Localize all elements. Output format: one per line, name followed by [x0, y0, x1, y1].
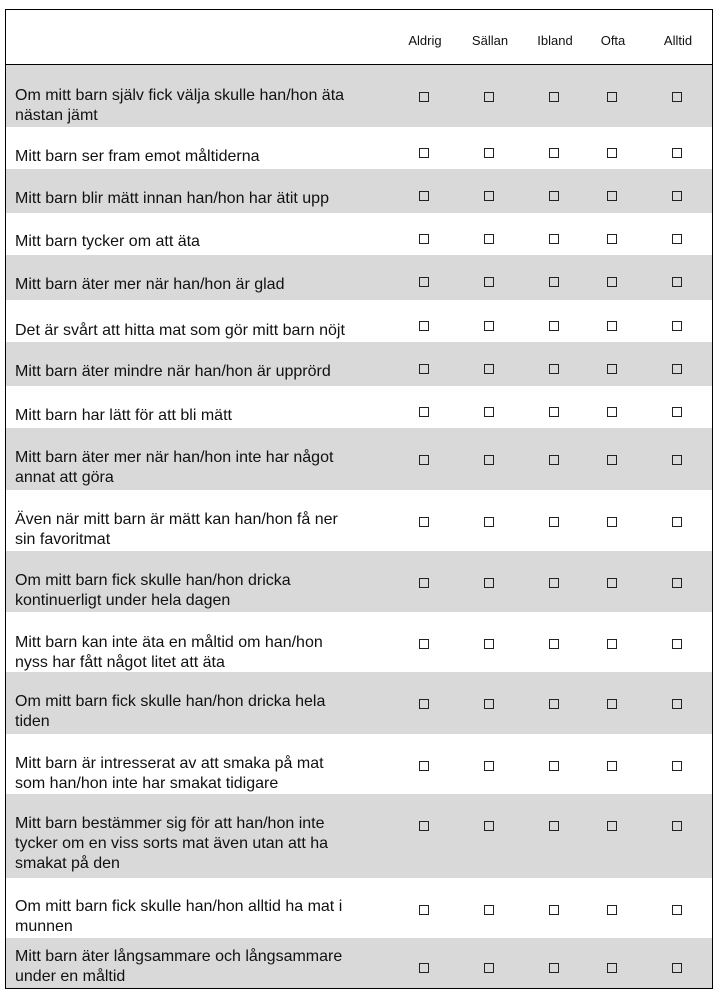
answer-cell-aldrig: [415, 734, 435, 794]
table-row: [6, 734, 712, 794]
question-label: Om mitt barn fick skulle han/hon alltid ha mat i munnen: [15, 898, 343, 935]
answer-cell-alltid: [668, 490, 688, 551]
answer-cell-sllan: [480, 612, 500, 672]
answer-checkbox[interactable]: [607, 234, 617, 244]
answer-checkbox[interactable]: [419, 517, 429, 527]
answer-cell-aldrig: [415, 213, 435, 255]
answer-checkbox[interactable]: [607, 905, 617, 915]
answer-cell-alltid: [668, 672, 688, 734]
answer-checkbox[interactable]: [484, 963, 494, 973]
answer-cell-aldrig: [415, 255, 435, 300]
answer-checkbox[interactable]: [549, 364, 559, 374]
answer-checkbox[interactable]: [549, 639, 559, 649]
answer-checkbox[interactable]: [549, 963, 559, 973]
answer-cell-sllan: [480, 490, 500, 551]
answer-cell-alltid: [668, 938, 688, 989]
answer-checkbox[interactable]: [549, 761, 559, 771]
answer-cell-aldrig: [415, 672, 435, 734]
answer-checkbox[interactable]: [419, 277, 429, 287]
answer-cell-sllan: [480, 551, 500, 612]
question-label: Mitt barn ser fram emot måltiderna: [15, 148, 260, 165]
answer-cell-alltid: [668, 878, 688, 938]
answer-checkbox[interactable]: [484, 234, 494, 244]
answer-checkbox[interactable]: [419, 92, 429, 102]
answer-checkbox[interactable]: [484, 407, 494, 417]
answer-checkbox[interactable]: [419, 699, 429, 709]
answer-checkbox[interactable]: [672, 905, 682, 915]
answer-checkbox[interactable]: [484, 92, 494, 102]
table-row: [6, 428, 712, 490]
answer-cell-ibland: [545, 255, 565, 300]
column-header-aldrig: Aldrig: [408, 33, 442, 48]
answer-cell-ofta: [603, 490, 623, 551]
answer-cell-aldrig: [415, 65, 435, 127]
answer-checkbox[interactable]: [419, 761, 429, 771]
answer-cell-sllan: [480, 255, 500, 300]
answer-checkbox[interactable]: [419, 191, 429, 201]
answer-checkbox[interactable]: [607, 821, 617, 831]
answer-checkbox[interactable]: [672, 321, 682, 331]
answer-checkbox[interactable]: [672, 191, 682, 201]
table-row: [6, 65, 712, 127]
answer-cell-ofta: [603, 386, 623, 428]
question-label: Mitt barn kan inte äta en måltid om han/hon nyss har fått något litet att äta: [15, 634, 323, 671]
answer-checkbox[interactable]: [672, 821, 682, 831]
answer-checkbox[interactable]: [549, 517, 559, 527]
table-row: [6, 300, 712, 342]
answer-cell-ofta: [603, 65, 623, 127]
answer-checkbox[interactable]: [607, 517, 617, 527]
answer-cell-ofta: [603, 734, 623, 794]
column-header-sllan: Sällan: [471, 33, 509, 48]
answer-checkbox[interactable]: [419, 639, 429, 649]
table-row: [6, 878, 712, 938]
answer-cell-alltid: [668, 612, 688, 672]
answer-checkbox[interactable]: [419, 905, 429, 915]
answer-cell-aldrig: [415, 794, 435, 878]
answer-checkbox[interactable]: [607, 699, 617, 709]
answer-cell-alltid: [668, 127, 688, 169]
answer-checkbox[interactable]: [549, 321, 559, 331]
answer-cell-ofta: [603, 794, 623, 878]
answer-checkbox[interactable]: [419, 578, 429, 588]
answer-cell-aldrig: [415, 490, 435, 551]
table-row: [6, 938, 712, 989]
answer-checkbox[interactable]: [607, 191, 617, 201]
answer-checkbox[interactable]: [549, 148, 559, 158]
answer-cell-sllan: [480, 672, 500, 734]
answer-checkbox[interactable]: [419, 963, 429, 973]
answer-checkbox[interactable]: [419, 364, 429, 374]
answer-cell-ibland: [545, 127, 565, 169]
table-row: [6, 672, 712, 734]
answer-checkbox[interactable]: [419, 148, 429, 158]
answer-checkbox[interactable]: [549, 234, 559, 244]
answer-checkbox[interactable]: [607, 455, 617, 465]
answer-checkbox[interactable]: [607, 578, 617, 588]
answer-checkbox[interactable]: [484, 517, 494, 527]
answer-cell-alltid: [668, 213, 688, 255]
answer-checkbox[interactable]: [484, 321, 494, 331]
question-label: Om mitt barn fick skulle han/hon dricka hela tiden: [15, 693, 326, 730]
table-row: [6, 490, 712, 551]
answer-checkbox[interactable]: [607, 92, 617, 102]
table-row: [6, 342, 712, 386]
answer-cell-ofta: [603, 169, 623, 213]
answer-cell-sllan: [480, 169, 500, 213]
question-label: Mitt barn har lätt för att bli mätt: [15, 407, 232, 424]
answer-cell-alltid: [668, 169, 688, 213]
question-label: Mitt barn äter mer när han/hon inte har något annat att göra: [15, 449, 334, 486]
question-label: Även när mitt barn är mätt kan han/hon få ner sin favoritmat: [15, 511, 338, 548]
column-header-ibland: Ibland: [537, 33, 573, 48]
answer-checkbox[interactable]: [419, 321, 429, 331]
answer-checkbox[interactable]: [672, 455, 682, 465]
answer-cell-aldrig: [415, 127, 435, 169]
answer-checkbox[interactable]: [607, 407, 617, 417]
answer-cell-sllan: [480, 300, 500, 342]
answer-cell-ibland: [545, 551, 565, 612]
answer-cell-sllan: [480, 794, 500, 878]
answer-checkbox[interactable]: [607, 277, 617, 287]
answer-checkbox[interactable]: [672, 234, 682, 244]
answer-checkbox[interactable]: [672, 699, 682, 709]
question-label: Mitt barn äter långsammare och långsammare under en måltid: [15, 948, 343, 985]
answer-cell-sllan: [480, 428, 500, 490]
answer-checkbox[interactable]: [419, 455, 429, 465]
table-row: [6, 213, 712, 255]
table-row: [6, 551, 712, 612]
answer-cell-sllan: [480, 65, 500, 127]
answer-cell-ibland: [545, 342, 565, 386]
answer-cell-aldrig: [415, 551, 435, 612]
answer-cell-alltid: [668, 342, 688, 386]
question-label: Mitt barn äter mindre när han/hon är upprörd: [15, 363, 331, 380]
answer-cell-ofta: [603, 612, 623, 672]
question-label: Mitt barn tycker om att äta: [15, 233, 200, 250]
answer-checkbox[interactable]: [672, 364, 682, 374]
question-label: Mitt barn bestämmer sig för att han/hon inte tycker om en viss sorts mat även utan att ha smakat på den: [15, 815, 329, 872]
answer-checkbox[interactable]: [549, 578, 559, 588]
answer-cell-ofta: [603, 255, 623, 300]
answer-cell-ofta: [603, 938, 623, 989]
question-label: Mitt barn är intresserat av att smaka på mat som han/hon inte har smakat tidigare: [15, 755, 324, 792]
answer-cell-alltid: [668, 734, 688, 794]
answer-cell-ibland: [545, 386, 565, 428]
table-row: [6, 612, 712, 672]
answer-cell-aldrig: [415, 386, 435, 428]
answer-cell-sllan: [480, 213, 500, 255]
answer-cell-alltid: [668, 794, 688, 878]
question-label: Mitt barn blir mätt innan han/hon har ätit upp: [15, 190, 329, 207]
answer-checkbox[interactable]: [419, 821, 429, 831]
answer-cell-ofta: [603, 428, 623, 490]
table-row: [6, 127, 712, 169]
answer-checkbox[interactable]: [484, 699, 494, 709]
column-header-alltid: Alltid: [663, 33, 693, 48]
answer-checkbox[interactable]: [607, 963, 617, 973]
answer-checkbox[interactable]: [607, 364, 617, 374]
answer-checkbox[interactable]: [549, 455, 559, 465]
answer-cell-ibland: [545, 169, 565, 213]
answer-cell-aldrig: [415, 612, 435, 672]
answer-cell-ibland: [545, 428, 565, 490]
answer-checkbox[interactable]: [419, 234, 429, 244]
answer-cell-sllan: [480, 342, 500, 386]
answer-checkbox[interactable]: [484, 191, 494, 201]
question-label: Mitt barn äter mer när han/hon är glad: [15, 276, 285, 293]
answer-cell-sllan: [480, 734, 500, 794]
answer-cell-alltid: [668, 551, 688, 612]
answer-checkbox[interactable]: [484, 905, 494, 915]
questionnaire-table: [5, 9, 713, 989]
answer-checkbox[interactable]: [484, 364, 494, 374]
answer-checkbox[interactable]: [484, 277, 494, 287]
answer-checkbox[interactable]: [672, 578, 682, 588]
answer-checkbox[interactable]: [484, 821, 494, 831]
question-label: Om mitt barn själv fick välja skulle han/hon äta nästan jämt: [15, 87, 345, 124]
table-header: [6, 10, 712, 65]
answer-checkbox[interactable]: [484, 761, 494, 771]
answer-cell-aldrig: [415, 300, 435, 342]
answer-cell-ibland: [545, 672, 565, 734]
answer-cell-sllan: [480, 878, 500, 938]
answer-checkbox[interactable]: [549, 821, 559, 831]
answer-checkbox[interactable]: [672, 148, 682, 158]
answer-cell-ibland: [545, 878, 565, 938]
answer-checkbox[interactable]: [672, 277, 682, 287]
answer-checkbox[interactable]: [672, 761, 682, 771]
answer-checkbox[interactable]: [549, 905, 559, 915]
answer-checkbox[interactable]: [672, 517, 682, 527]
answer-cell-alltid: [668, 428, 688, 490]
answer-checkbox[interactable]: [549, 92, 559, 102]
answer-checkbox[interactable]: [549, 699, 559, 709]
answer-cell-ofta: [603, 672, 623, 734]
column-header-ofta: Ofta: [600, 33, 626, 48]
answer-checkbox[interactable]: [607, 761, 617, 771]
answer-checkbox[interactable]: [672, 92, 682, 102]
answer-checkbox[interactable]: [672, 639, 682, 649]
answer-checkbox[interactable]: [549, 277, 559, 287]
answer-cell-aldrig: [415, 342, 435, 386]
question-label: Om mitt barn fick skulle han/hon dricka kontinuerligt under hela dagen: [15, 572, 291, 609]
answer-checkbox[interactable]: [419, 407, 429, 417]
answer-cell-ibland: [545, 612, 565, 672]
answer-checkbox[interactable]: [549, 191, 559, 201]
answer-cell-aldrig: [415, 428, 435, 490]
answer-checkbox[interactable]: [672, 407, 682, 417]
table-row: [6, 255, 712, 300]
answer-cell-ibland: [545, 734, 565, 794]
answer-cell-sllan: [480, 386, 500, 428]
answer-checkbox[interactable]: [607, 148, 617, 158]
table-row: [6, 794, 712, 878]
answer-checkbox[interactable]: [484, 578, 494, 588]
answer-checkbox[interactable]: [607, 639, 617, 649]
answer-cell-aldrig: [415, 169, 435, 213]
answer-cell-alltid: [668, 65, 688, 127]
answer-checkbox[interactable]: [484, 455, 494, 465]
answer-checkbox[interactable]: [484, 148, 494, 158]
answer-cell-sllan: [480, 127, 500, 169]
answer-cell-ibland: [545, 65, 565, 127]
answer-cell-ofta: [603, 213, 623, 255]
answer-cell-aldrig: [415, 878, 435, 938]
answer-cell-ibland: [545, 300, 565, 342]
answer-cell-alltid: [668, 255, 688, 300]
table-row: [6, 169, 712, 213]
answer-cell-ofta: [603, 878, 623, 938]
answer-checkbox[interactable]: [549, 407, 559, 417]
answer-cell-aldrig: [415, 938, 435, 989]
answer-cell-ofta: [603, 300, 623, 342]
answer-checkbox[interactable]: [484, 639, 494, 649]
answer-cell-ibland: [545, 213, 565, 255]
answer-cell-ibland: [545, 794, 565, 878]
question-label: Det är svårt att hitta mat som gör mitt barn nöjt: [15, 322, 345, 339]
answer-cell-ofta: [603, 342, 623, 386]
answer-cell-ibland: [545, 938, 565, 989]
answer-cell-alltid: [668, 386, 688, 428]
table-row: [6, 386, 712, 428]
answer-checkbox[interactable]: [607, 321, 617, 331]
answer-checkbox[interactable]: [672, 963, 682, 973]
answer-cell-alltid: [668, 300, 688, 342]
answer-cell-ofta: [603, 127, 623, 169]
answer-cell-sllan: [480, 938, 500, 989]
answer-cell-ofta: [603, 551, 623, 612]
answer-cell-ibland: [545, 490, 565, 551]
